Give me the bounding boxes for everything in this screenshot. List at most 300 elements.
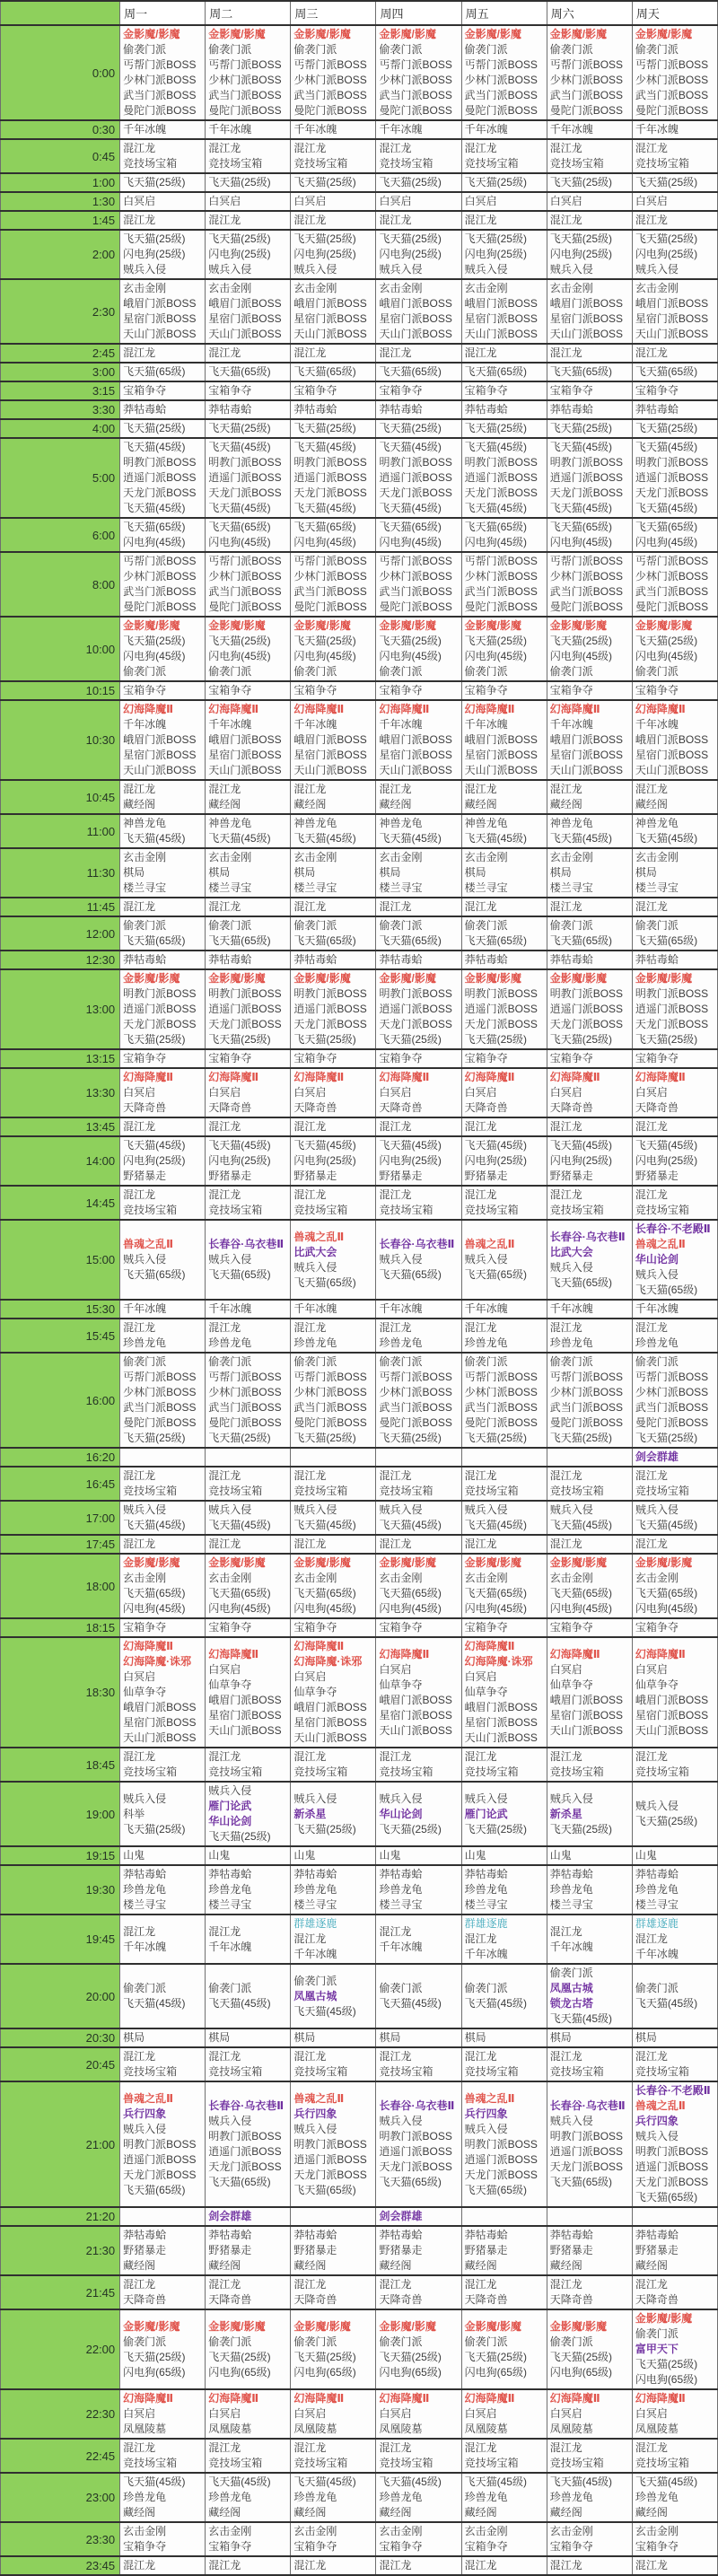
schedule-cell: [461, 1068, 547, 1117]
event-label: 野猪暴走: [123, 1170, 167, 1182]
event-label: 玄击金刚: [549, 1572, 593, 1584]
schedule-cell: [461, 969, 547, 1049]
event-label: 天龙门派BOSS: [464, 1018, 538, 1030]
event-label: 楼兰寻宝: [379, 881, 423, 894]
event-label: 天龙门派BOSS: [379, 486, 452, 499]
event-label: 丐帮门派BOSS: [379, 555, 452, 567]
event-label: 珍兽龙龟: [293, 2491, 337, 2503]
event-label: 混江龙: [549, 783, 582, 795]
schedule-cell: [376, 780, 461, 814]
schedule-cell: [120, 211, 206, 230]
event-label: 偷袭门派: [379, 665, 423, 678]
event-label: 混江龙: [379, 2559, 412, 2572]
event-label: 武当门派BOSS: [123, 585, 197, 598]
time-label: 0:30: [1, 120, 120, 139]
event-label: 少林门派BOSS: [379, 74, 452, 86]
event-label: 闪电狗(45级): [123, 536, 186, 548]
event-label: 藏经阁: [123, 798, 156, 810]
schedule-cell: [376, 1117, 461, 1136]
schedule-cell: [120, 1748, 206, 1782]
event-label: 飞天猫(65级): [464, 365, 527, 378]
event-label: 闪电狗(25级): [549, 1154, 613, 1167]
event-label: 飞天猫(45级): [379, 1997, 442, 2010]
event-label: 兽魂之乱Ⅱ: [464, 2091, 515, 2105]
event-label: 飞天猫(45级): [379, 1519, 442, 1531]
event-label: 宝箱争夺: [635, 384, 679, 397]
event-label: 珍兽龙龟: [123, 2491, 167, 2503]
schedule-row: [1, 173, 718, 192]
event-label: 千年冰魄: [208, 1940, 252, 1953]
event-label: 闪电狗(45级): [549, 650, 613, 662]
event-label: 楼兰寻宝: [549, 881, 593, 894]
event-label: 竞技场宝箱: [549, 1485, 604, 1497]
time-label: 22:30: [1, 2389, 120, 2439]
schedule-cell: [376, 700, 461, 780]
schedule-cell: [206, 230, 291, 279]
event-label: 混江龙: [549, 214, 582, 226]
event-label: 飞天猫(25级): [464, 232, 527, 245]
event-label: 兽魂之乱Ⅱ: [293, 2091, 345, 2105]
event-label: 闪电狗(45级): [208, 650, 271, 662]
event-label: 宝箱争夺: [379, 1052, 423, 1065]
schedule-cell: [120, 1637, 206, 1748]
schedule-cell: [206, 139, 291, 173]
event-label: 金影魔/影魔: [549, 972, 608, 985]
event-label: 贼兵入侵: [379, 2115, 423, 2127]
event-label: 飞天猫(25级): [208, 1033, 271, 1046]
event-label: 星宿门派BOSS: [635, 1708, 709, 1722]
schedule-cell: [120, 552, 206, 617]
time-label: 8:00: [1, 552, 120, 617]
schedule-cell: [291, 381, 376, 400]
event-label: 偷袭门派: [379, 2335, 423, 2348]
event-label: 逍遥门派BOSS: [464, 1003, 538, 1015]
event-label: 飞天猫(65级): [208, 2176, 271, 2188]
event-label: 飞天猫(25级): [293, 176, 356, 188]
schedule-cell: [206, 1865, 291, 1914]
event-label: 兽魂之乱Ⅱ: [293, 1230, 345, 1243]
schedule-cell: [547, 2047, 632, 2081]
schedule-cell: [291, 1136, 376, 1186]
event-label: 混江龙: [208, 346, 241, 359]
event-label: 幻海降魔Ⅱ: [549, 1071, 600, 1083]
schedule-cell: [632, 1782, 717, 1846]
event-label: 混江龙: [635, 2050, 668, 2063]
event-label: 贼兵入侵: [293, 1792, 337, 1805]
event-label: 贼兵入侵: [464, 2122, 508, 2135]
event-label: 明教门派BOSS: [123, 456, 197, 469]
schedule-cell: [547, 1618, 632, 1637]
event-label: 莽牯毒蛤: [293, 2229, 337, 2241]
schedule-cell: [632, 1353, 717, 1448]
event-label: 闪电狗(45级): [635, 650, 698, 662]
schedule-cell: [291, 173, 376, 192]
schedule-cell: [632, 1865, 717, 1914]
schedule-cell: [632, 1554, 717, 1618]
event-label: 金影魔/影魔: [464, 2319, 521, 2333]
event-label: 莽牯毒蛤: [123, 953, 167, 966]
event-label: 竞技场宝箱: [293, 1766, 348, 1778]
event-label: 逍遥门派BOSS: [549, 2145, 624, 2158]
schedule-cell: [120, 1220, 206, 1300]
time-label: 0:00: [1, 25, 120, 120]
schedule-cell: [120, 400, 206, 419]
time-label: 17:00: [1, 1501, 120, 1535]
schedule-row: [1, 1554, 718, 1618]
event-label: 混江龙: [123, 214, 156, 226]
schedule-cell: [632, 2389, 717, 2439]
event-label: 宝箱争夺: [123, 1052, 167, 1065]
event-label: 混江龙: [635, 1932, 668, 1945]
time-label: 1:00: [1, 173, 120, 192]
event-label: 飞天猫(65级): [293, 2183, 356, 2196]
event-label: 幻海降魔·诛邪: [464, 1655, 533, 1668]
schedule-cell: [206, 2226, 291, 2275]
event-label: 千年冰魄: [635, 718, 679, 731]
event-label: 飞天猫(45级): [549, 2012, 613, 2025]
schedule-cell: [547, 419, 632, 438]
schedule-cell: [291, 681, 376, 700]
schedule-cell: [376, 25, 461, 120]
event-label: 竞技场宝箱: [379, 157, 433, 170]
event-label: 混江龙: [293, 1469, 327, 1482]
event-label: 逍遥门派BOSS: [208, 1003, 282, 1015]
event-label: 丐帮门派BOSS: [635, 555, 709, 567]
event-label: 珍兽龙龟: [464, 1883, 508, 1896]
schedule-cell: [547, 1964, 632, 2028]
event-label: 贼兵入侵: [549, 263, 593, 276]
schedule-cell: [461, 120, 547, 139]
schedule-row: [1, 381, 718, 400]
event-label: 野猪暴走: [464, 1170, 508, 1182]
event-label: 金影魔/影魔: [208, 1556, 266, 1569]
event-label: 飞天猫(25级): [379, 1432, 442, 1444]
day-header: 周五: [461, 1, 547, 25]
schedule-cell: [206, 1637, 291, 1748]
event-label: 飞天猫(25级): [635, 1815, 698, 1827]
event-label: 丐帮门派BOSS: [549, 555, 624, 567]
event-label: 天山门派BOSS: [464, 764, 538, 776]
schedule-cell: [206, 2081, 291, 2207]
event-label: 逍遥门派BOSS: [549, 471, 624, 484]
schedule-cell: [547, 120, 632, 139]
schedule-cell: [291, 1846, 376, 1865]
event-label: 少林门派BOSS: [208, 570, 282, 583]
schedule-cell: [461, 173, 547, 192]
schedule-cell: [206, 25, 291, 120]
schedule-cell: [461, 1618, 547, 1637]
event-label: 竞技场宝箱: [208, 1485, 263, 1497]
event-label: 曼陀门派BOSS: [379, 104, 452, 117]
event-label: 飞天猫(45级): [123, 1997, 186, 2010]
schedule-cell: [291, 1782, 376, 1846]
schedule-cell: [206, 1300, 291, 1319]
schedule-cell: [376, 1049, 461, 1068]
schedule-row: [1, 2522, 718, 2556]
event-label: 天降奇兽: [464, 1101, 508, 1114]
event-label: 混江龙: [464, 346, 497, 359]
event-label: 峨眉门派BOSS: [379, 733, 452, 746]
event-label: 莽牯毒蛤: [549, 2229, 593, 2241]
schedule-cell: [547, 2028, 632, 2047]
schedule-row: [1, 2028, 718, 2047]
event-label: 珍兽龙龟: [123, 1336, 167, 1349]
event-label: 飞天猫(25级): [293, 1033, 356, 1046]
event-label: 飞天猫(65级): [549, 934, 613, 947]
event-label: 宝箱争夺: [293, 2540, 337, 2553]
event-label: 闪电狗(65级): [208, 2365, 271, 2379]
schedule-cell: [376, 552, 461, 617]
schedule-cell: [120, 1467, 206, 1501]
event-label: 天龙门派BOSS: [293, 2168, 367, 2181]
event-label: 混江龙: [293, 1120, 327, 1133]
schedule-cell: [291, 814, 376, 848]
event-label: 偷袭门派: [123, 1982, 167, 1994]
event-label: 飞天猫(45级): [464, 1139, 527, 1152]
schedule-cell: [547, 211, 632, 230]
schedule-cell: [632, 969, 717, 1049]
event-label: 金影魔/影魔: [123, 28, 180, 40]
schedule-row: [1, 1353, 718, 1448]
schedule-cell: [291, 916, 376, 951]
event-label: 飞天猫(45级): [123, 502, 186, 514]
event-label: 藏经阁: [123, 2506, 156, 2519]
event-label: 偷袭门派: [123, 665, 167, 678]
time-label: 22:00: [1, 2309, 120, 2389]
event-label: 飞天猫(25级): [293, 422, 356, 434]
schedule-row: [1, 2389, 718, 2439]
schedule-cell: [291, 1467, 376, 1501]
event-label: 混江龙: [635, 2559, 668, 2572]
schedule-cell: [461, 438, 547, 518]
schedule-cell: [206, 1049, 291, 1068]
event-label: 逍遥门派BOSS: [208, 471, 282, 484]
event-label: 天山门派BOSS: [123, 1731, 197, 1744]
event-label: 珍兽龙龟: [464, 1336, 508, 1349]
schedule-row: [1, 1865, 718, 1914]
event-label: 金影魔/影魔: [123, 619, 180, 632]
schedule-cell: [376, 898, 461, 916]
event-label: 千年冰魄: [293, 718, 337, 731]
schedule-cell: [461, 1136, 547, 1186]
event-label: 棋局: [635, 2031, 657, 2044]
event-label: 混江龙: [464, 1538, 497, 1550]
event-label: 闪电狗(45级): [635, 1602, 698, 1615]
event-label: 楼兰寻宝: [464, 881, 508, 894]
event-label: 混江龙: [549, 346, 582, 359]
event-label: 混江龙: [293, 142, 327, 154]
event-label: 飞天猫(45级): [293, 441, 356, 453]
time-label: 14:45: [1, 1186, 120, 1220]
event-label: 金影魔/影魔: [379, 28, 436, 40]
event-label: 莽牯毒蛤: [208, 1868, 252, 1880]
event-label: 飞天猫(65级): [379, 521, 442, 533]
schedule-cell: [632, 898, 717, 916]
event-label: 武当门派BOSS: [293, 585, 367, 598]
schedule-cell: [547, 898, 632, 916]
schedule-row: [1, 1186, 718, 1220]
event-label: 竞技场宝箱: [635, 1204, 689, 1216]
event-label: 宝箱争夺: [208, 1621, 252, 1634]
event-label: 曼陀门派BOSS: [464, 600, 538, 613]
schedule-cell: [632, 951, 717, 969]
event-label: 飞天猫(45级): [549, 1139, 613, 1152]
event-label: 武当门派BOSS: [208, 89, 282, 101]
event-label: 飞天猫(65级): [549, 2176, 613, 2188]
event-label: 飞天猫(25级): [549, 1822, 613, 1836]
event-label: 宝箱争夺: [123, 384, 167, 397]
event-label: 天山门派BOSS: [379, 328, 452, 340]
schedule-row: [1, 120, 718, 139]
event-label: 珍兽龙龟: [208, 1336, 252, 1349]
event-label: 贼兵入侵: [293, 1503, 337, 1516]
schedule-cell: [291, 1554, 376, 1618]
event-label: 华山论剑: [208, 1815, 252, 1827]
event-label: 贼兵入侵: [549, 1792, 593, 1805]
schedule-cell: [547, 1186, 632, 1220]
event-label: 珍兽龙龟: [635, 2491, 679, 2503]
event-label: 星宿门派BOSS: [635, 312, 709, 325]
event-label: 玄击金刚: [293, 2525, 337, 2537]
event-label: 野猪暴走: [208, 2244, 252, 2256]
schedule-cell: [206, 2556, 291, 2575]
event-label: 闪电狗(45级): [379, 536, 442, 548]
event-label: 天山门派BOSS: [464, 328, 538, 340]
event-label: 飞天猫(25级): [379, 1033, 442, 1046]
event-label: 天山门派BOSS: [293, 1731, 367, 1744]
event-label: 飞天猫(65级): [379, 1268, 442, 1281]
event-label: 峨眉门派BOSS: [208, 733, 282, 746]
event-label: 飞天猫(25级): [549, 1432, 613, 1444]
schedule-cell: [632, 1300, 717, 1319]
event-label: 少林门派BOSS: [123, 570, 197, 583]
schedule-cell: [376, 1068, 461, 1117]
schedule-cell: [632, 814, 717, 848]
event-label: 曼陀门派BOSS: [293, 104, 367, 117]
event-label: 逍遥门派BOSS: [464, 471, 538, 484]
event-label: 星宿门派BOSS: [464, 1716, 538, 1729]
event-label: 藏经阁: [293, 2259, 327, 2272]
event-label: 飞天猫(65级): [549, 365, 613, 378]
schedule-row: [1, 780, 718, 814]
event-label: 飞天猫(45级): [549, 1519, 613, 1531]
schedule-row: [1, 1846, 718, 1865]
event-label: 混江龙: [293, 1188, 327, 1201]
event-label: 飞天猫(25级): [635, 635, 698, 647]
schedule-cell: [291, 1914, 376, 1964]
event-label: 莽牯毒蛤: [464, 2229, 508, 2241]
schedule-cell: [461, 1846, 547, 1865]
schedule-cell: [206, 1554, 291, 1618]
time-label: 4:00: [1, 419, 120, 438]
schedule-cell: [461, 2028, 547, 2047]
event-label: 贼兵入侵: [208, 1253, 252, 1266]
schedule-cell: [206, 438, 291, 518]
schedule-cell: [461, 1448, 547, 1467]
event-label: 莽牯毒蛤: [379, 953, 423, 966]
schedule-cell: [376, 419, 461, 438]
event-label: 飞天猫(25级): [293, 1432, 356, 1444]
schedule-cell: [632, 1136, 717, 1186]
event-label: 宝箱争夺: [293, 684, 337, 697]
schedule-cell: [206, 1448, 291, 1467]
event-label: 丐帮门派BOSS: [549, 1371, 624, 1383]
event-label: 金影魔/影魔: [549, 619, 608, 632]
event-label: 幻海降魔Ⅱ: [464, 1640, 515, 1652]
event-label: 兵行四象: [464, 2107, 508, 2120]
event-label: 偷袭门派: [208, 2335, 252, 2348]
schedule-cell: [206, 552, 291, 617]
event-label: 峨眉门派BOSS: [293, 1701, 367, 1713]
time-label: 20:45: [1, 2047, 120, 2081]
event-label: 飞天猫(45级): [208, 1139, 271, 1152]
event-label: 星宿门派BOSS: [123, 312, 197, 325]
schedule-cell: [461, 2473, 547, 2522]
time-label: 21:20: [1, 2207, 120, 2226]
event-label: 飞天猫(45级): [379, 1139, 442, 1152]
schedule-cell: [461, 681, 547, 700]
event-label: 白冥启: [293, 195, 327, 207]
schedule-cell: [547, 1782, 632, 1846]
event-label: 幻海降魔Ⅱ: [549, 703, 600, 715]
event-label: 宝箱争夺: [379, 684, 423, 697]
event-label: 珍兽龙龟: [379, 2491, 423, 2503]
event-label: 混江龙: [123, 1924, 156, 1938]
schedule-cell: [206, 617, 291, 681]
schedule-cell: [291, 780, 376, 814]
event-label: 混江龙: [635, 783, 668, 795]
event-label: 飞天猫(25级): [635, 1033, 698, 1046]
event-label: 闪电狗(65级): [464, 2365, 527, 2379]
schedule-cell: [206, 2439, 291, 2473]
event-label: 白冥启: [208, 1086, 241, 1099]
event-label: 偷袭门派: [635, 43, 679, 56]
schedule-cell: [120, 419, 206, 438]
schedule-cell: [632, 552, 717, 617]
event-label: 金影魔/影魔: [464, 1556, 521, 1569]
schedule-cell: [206, 1501, 291, 1535]
event-label: 白冥启: [123, 1086, 156, 1099]
event-label: 星宿门派BOSS: [293, 1716, 367, 1729]
schedule-cell: [461, 2081, 547, 2207]
event-label: 峨眉门派BOSS: [293, 733, 367, 746]
event-label: 竞技场宝箱: [635, 1485, 689, 1497]
event-label: 竞技场宝箱: [549, 1204, 604, 1216]
event-label: 珍兽龙龟: [549, 1336, 593, 1349]
event-label: 莽牯毒蛤: [635, 953, 679, 966]
event-label: 科举: [123, 1807, 145, 1820]
event-label: 武当门派BOSS: [549, 1401, 624, 1414]
event-label: 偷袭门派: [464, 2335, 508, 2348]
event-label: 莽牯毒蛤: [293, 1868, 337, 1880]
event-label: 丐帮门派BOSS: [293, 1371, 367, 1383]
schedule-cell: [120, 1049, 206, 1068]
event-label: 偷袭门派: [549, 2335, 593, 2348]
schedule-cell: [376, 2275, 461, 2309]
event-label: 少林门派BOSS: [549, 570, 624, 583]
event-label: 飞天猫(25级): [123, 1432, 186, 1444]
schedule-row: [1, 1136, 718, 1186]
event-label: 楼兰寻宝: [464, 1898, 508, 1911]
schedule-cell: [547, 1319, 632, 1353]
event-label: 贼兵入侵: [293, 2122, 337, 2135]
event-label: 飞天猫(25级): [379, 2350, 442, 2363]
event-label: 明教门派BOSS: [208, 987, 282, 1000]
schedule-cell: [547, 1136, 632, 1186]
event-label: 野猪暴走: [123, 2244, 167, 2256]
event-label: 偷袭门派: [464, 1982, 508, 1994]
event-label: 金影魔/影魔: [123, 2319, 180, 2333]
